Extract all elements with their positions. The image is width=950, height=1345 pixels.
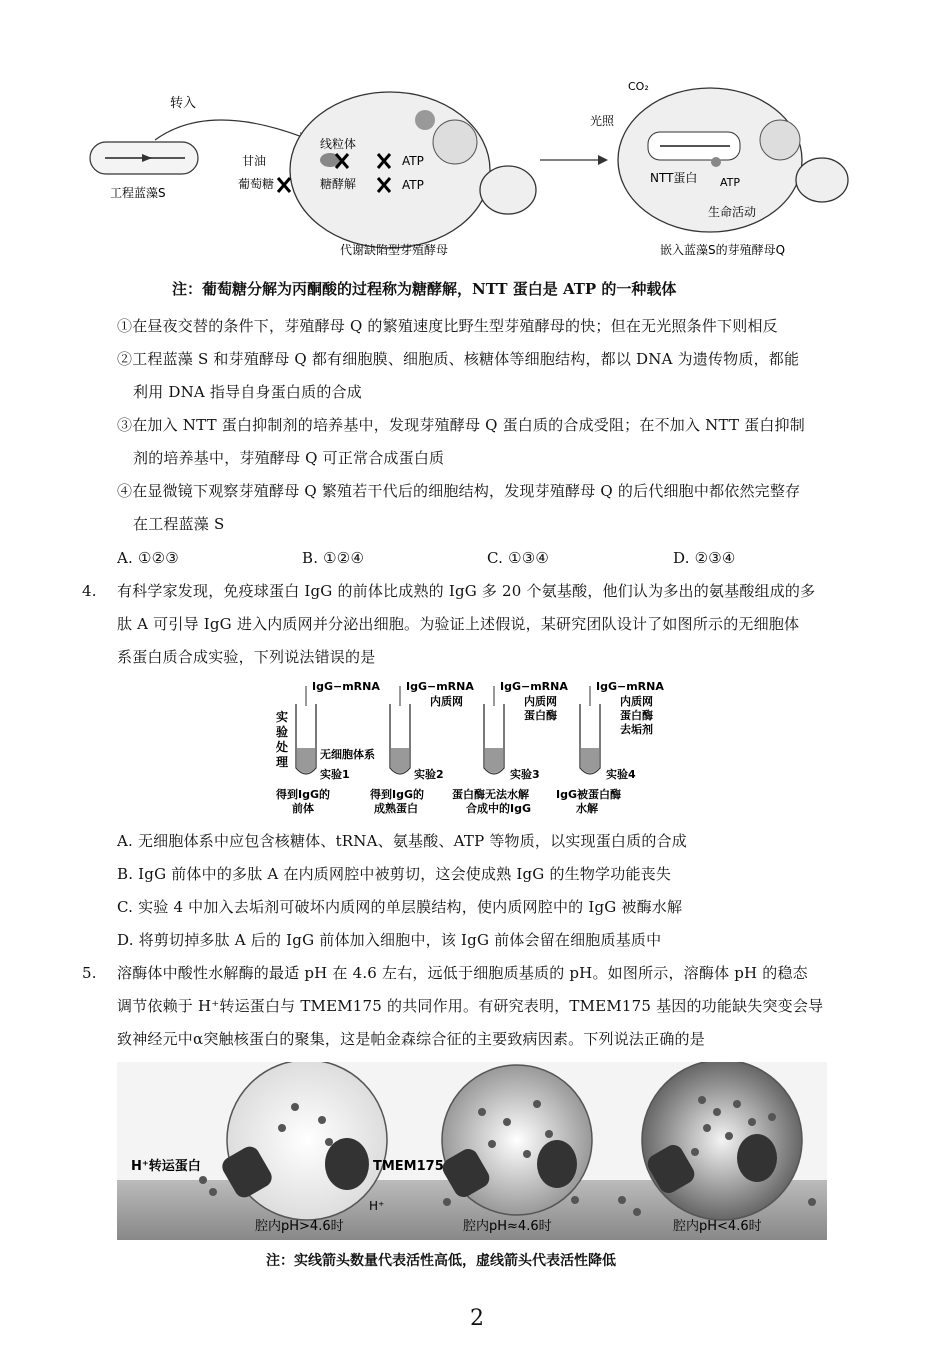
result3-line2: 合成中的IgG bbox=[466, 802, 531, 815]
exp2-label: 实验2 bbox=[414, 768, 444, 781]
q3-option-d[interactable]: D. ②③④ bbox=[673, 549, 736, 567]
test-tube-3 bbox=[484, 686, 504, 774]
test-tube-2 bbox=[390, 686, 410, 774]
q5-stem-line-3: 致神经元中α突触核蛋白的聚集，这是帕金森综合征的主要致病因素。下列说法正确的是 bbox=[117, 1030, 705, 1048]
engineered-algae-s bbox=[90, 142, 198, 174]
figure-note-1: 注：葡萄糖分解为丙酮酸的过程称为糖酵解，NTT 蛋白是 ATP 的一种载体 bbox=[172, 280, 677, 298]
q3-statement-4: ④在显微镜下观察芽殖酵母 Q 繁殖若干代后的细胞结构，发现芽殖酵母 Q 的后代细胞中都依然完整存 bbox=[117, 482, 801, 500]
insert-label: 转入 bbox=[170, 96, 197, 111]
tmem175-label: TMEM175 bbox=[373, 1159, 444, 1174]
q5-stem-line-2: 调节依赖于 H⁺转运蛋白与 TMEM175 的共同作用。有研究表明，TMEM175 基因的功能缺失突变会导 bbox=[117, 997, 824, 1015]
q3-option-b[interactable]: B. ①②④ bbox=[302, 549, 365, 567]
light-label: 光照 bbox=[590, 114, 615, 128]
glycerol-label: 甘油 bbox=[242, 154, 267, 168]
test-tube-4 bbox=[580, 686, 600, 774]
q4-stem-line-2: 肽 A 可引导 IgG 进入内质网并分泌出细胞。为验证上述假说，某研究团队设计了如图所示的无细胞体 bbox=[117, 615, 800, 633]
figure-lysosome-ph bbox=[117, 1062, 827, 1240]
q4-stem-line-1: 有科学家发现，免疫球蛋白 IgG 的前体比成熟的 IgG 多 20 个氨基酸，他们认为多出的氨基酸组成的多 bbox=[117, 582, 816, 600]
q3-statement-3: ③在加入 NTT 蛋白抑制剂的培养基中，发现芽殖酵母 Q 蛋白质的合成受阻；在不加入 NTT 蛋白抑制 bbox=[117, 416, 805, 434]
q4-option-a[interactable]: A. 无细胞体系中应包含核糖体、tRNA、氨基酸、ATP 等物质，以实现蛋白质的合成 bbox=[117, 832, 687, 850]
lysosome-3 bbox=[642, 1062, 802, 1220]
side-label: 实验处理 bbox=[276, 710, 289, 769]
life-activity-label: 生命活动 bbox=[708, 205, 757, 219]
q4-option-c[interactable]: C. 实验 4 中加入去垢剂可破坏内质网的单层膜结构，使内质网腔中的 IgG 被酶水解 bbox=[117, 898, 683, 916]
figure-cell-free-experiment bbox=[270, 676, 690, 821]
co2-label: CO₂ bbox=[628, 80, 649, 93]
result4-line2: 水解 bbox=[576, 802, 598, 815]
result2-line2: 成熟蛋白 bbox=[374, 802, 418, 815]
glucose-label: 葡萄糖 bbox=[238, 177, 275, 191]
q4-number: 4. bbox=[82, 582, 97, 600]
ntt-label: NTT蛋白 bbox=[650, 171, 698, 185]
atp-label-2: ATP bbox=[402, 178, 424, 192]
tube3-addition-2: 蛋白酶 bbox=[524, 709, 557, 722]
yeast-caption: 代谢缺陷型芽殖酵母 bbox=[340, 243, 449, 257]
figure-note-2: 注：实线箭头数量代表活性高低，虚线箭头代表活性降低 bbox=[266, 1253, 616, 1269]
h-ion-label: H⁺ bbox=[369, 1199, 385, 1213]
exp1-label: 实验1 bbox=[320, 768, 350, 781]
engineered-algae-label: 工程蓝藻S bbox=[110, 186, 166, 200]
mrna-label-2: IgG−mRNA bbox=[406, 680, 474, 693]
mitochondria-label: 线粒体 bbox=[320, 137, 357, 151]
result1-line2: 前体 bbox=[292, 802, 314, 815]
ph-label-1: 腔内pH>4.6时 bbox=[255, 1219, 344, 1234]
tube2-addition: 内质网 bbox=[430, 695, 463, 708]
q3-statement-2: ②工程蓝藻 S 和芽殖酵母 Q 都有细胞膜、细胞质、核糖体等细胞结构，都以 DNA 为遗传物质，都能 bbox=[117, 350, 800, 368]
figure-yeast-algae bbox=[80, 70, 850, 270]
mrna-label-3: IgG−mRNA bbox=[500, 680, 568, 693]
result2-line1: 得到IgG的 bbox=[370, 788, 424, 801]
q4-option-d[interactable]: D. 将剪切掉多肽 A 后的 IgG 前体加入细胞中，该 IgG 前体会留在细胞质基质中 bbox=[117, 931, 662, 949]
tube4-addition-1: 内质网 bbox=[620, 695, 653, 708]
result1-line1: 得到IgG的 bbox=[276, 788, 330, 801]
result4-line1: IgG被蛋白酶 bbox=[556, 788, 621, 801]
q3-statement-2-cont: 利用 DNA 指导自身蛋白质的合成 bbox=[133, 383, 362, 401]
q3-statement-4-cont: 在工程蓝藻 S bbox=[133, 515, 225, 533]
q3-option-c[interactable]: C. ①③④ bbox=[487, 549, 550, 567]
yeast-cell bbox=[290, 92, 536, 248]
mrna-label-1: IgG−mRNA bbox=[312, 680, 380, 693]
q3-option-a[interactable]: A. ①②③ bbox=[117, 549, 179, 567]
q3-statement-3-cont: 剂的培养基中，芽殖酵母 Q 可正常合成蛋白质 bbox=[133, 449, 445, 467]
q4-option-b[interactable]: B. IgG 前体中的多肽 A 在内质网腔中被剪切，这会使成熟 IgG 的生物学功能丧失 bbox=[117, 865, 672, 883]
q4-stem-line-3: 系蛋白质合成实验，下列说法错误的是 bbox=[117, 648, 376, 666]
atp-label-3: ATP bbox=[720, 176, 741, 189]
atp-label-1: ATP bbox=[402, 154, 424, 168]
mrna-label-4: IgG−mRNA bbox=[596, 680, 664, 693]
tube3-addition-1: 内质网 bbox=[524, 695, 557, 708]
lysosome-1 bbox=[227, 1062, 387, 1220]
yeast-q-caption: 嵌入蓝藻S的芽殖酵母Q bbox=[660, 243, 786, 257]
h-transporter-label: H⁺转运蛋白 bbox=[131, 1159, 201, 1174]
q5-stem-line-1: 溶酶体中酸性水解酶的最适 pH 在 4.6 左右，远低于细胞质基质的 pH。如图所示，溶酶体 pH 的稳态 bbox=[117, 964, 808, 982]
cell-free-label: 无细胞体系 bbox=[320, 748, 375, 761]
result3-line1: 蛋白酶无法水解 bbox=[452, 788, 529, 801]
q3-statement-1: ①在昼夜交替的条件下，芽殖酵母 Q 的繁殖速度比野生型芽殖酵母的快；但在无光照条件下则相反 bbox=[117, 317, 778, 335]
tube4-addition-3: 去垢剂 bbox=[620, 723, 653, 736]
exp4-label: 实验4 bbox=[606, 768, 636, 781]
page-number: 2 bbox=[470, 1306, 484, 1331]
q5-number: 5. bbox=[82, 964, 97, 982]
glycolysis-label: 糖酵解 bbox=[320, 177, 357, 191]
exp3-label: 实验3 bbox=[510, 768, 540, 781]
ph-label-3: 腔内pH<4.6时 bbox=[673, 1219, 762, 1234]
tube4-addition-2: 蛋白酶 bbox=[620, 709, 653, 722]
ph-label-2: 腔内pH≈4.6时 bbox=[463, 1219, 552, 1234]
test-tube-1 bbox=[296, 686, 316, 774]
